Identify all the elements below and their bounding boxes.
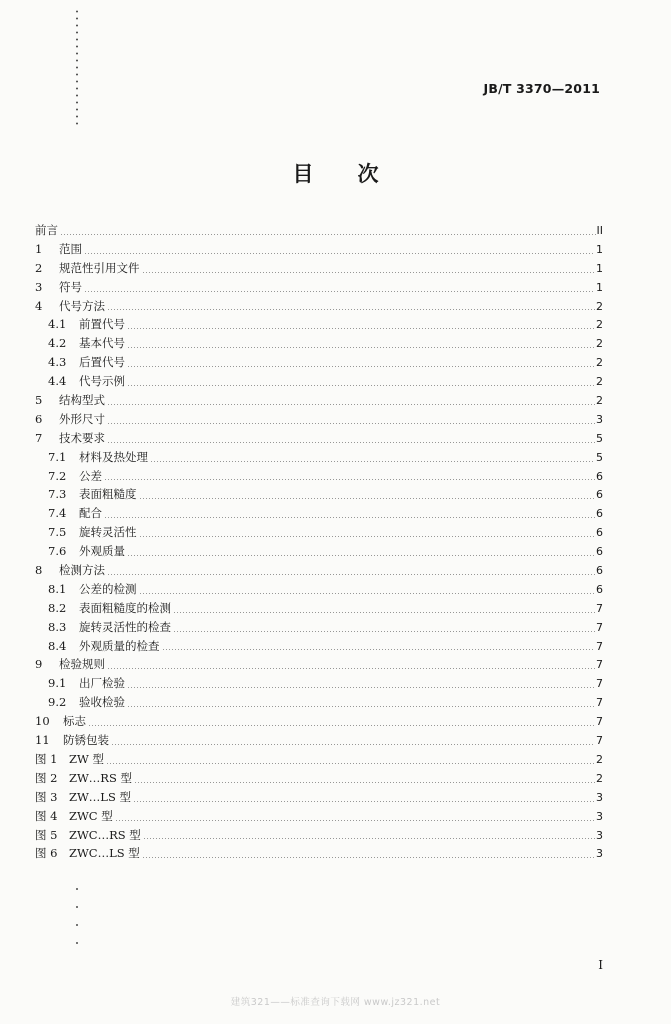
toc-entry-label: 代号方法 xyxy=(59,298,105,313)
toc-entry[interactable] xyxy=(35,504,603,523)
toc-entry-page: 6 xyxy=(596,507,603,521)
toc-dot-leader xyxy=(111,744,595,745)
toc-entry-label: 防锈包装 xyxy=(63,733,109,748)
toc-dot-leader xyxy=(115,820,595,821)
toc-entry-label: ZW…RS 型 xyxy=(69,770,133,785)
toc-dot-leader xyxy=(127,328,595,329)
toc-entry[interactable] xyxy=(35,240,603,259)
toc-entry-number: 图 4 xyxy=(35,808,58,823)
toc-entry[interactable] xyxy=(35,448,603,467)
toc-entry-label: 规范性引用文件 xyxy=(59,260,140,275)
toc-entry[interactable] xyxy=(35,315,603,334)
toc-entry-label: 表面粗糙度 xyxy=(79,487,137,502)
toc-entry-number: 10 xyxy=(35,714,50,729)
toc-entry-label: 后置代号 xyxy=(79,355,125,370)
toc-entry-number: 9 xyxy=(35,657,43,672)
toc-entry-label: 前置代号 xyxy=(79,317,125,332)
toc-entry-label: 检测方法 xyxy=(59,563,105,578)
toc-entry-number: 4 xyxy=(35,298,43,313)
toc-dot-leader xyxy=(84,253,595,254)
toc-entry[interactable] xyxy=(35,826,603,845)
toc-entry-label: ZWC 型 xyxy=(69,808,113,823)
toc-entry-label: 外形尺寸 xyxy=(59,411,105,426)
toc-dot-leader xyxy=(133,801,595,802)
toc-dot-leader xyxy=(139,593,596,594)
toc-dot-leader xyxy=(173,631,595,632)
toc-entry-number: 7.3 xyxy=(48,487,67,502)
toc-entry-label: ZW…LS 型 xyxy=(69,789,131,804)
toc-entry-number: 11 xyxy=(35,733,50,748)
toc-entry-label: 范围 xyxy=(59,241,82,256)
toc-entry-number: 6 xyxy=(35,411,43,426)
toc-entry-label: ZWC…RS 型 xyxy=(69,827,141,842)
toc-entry-number: 8.2 xyxy=(48,600,67,615)
toc-entry-page: 7 xyxy=(596,734,603,748)
toc-entry-number: 4.4 xyxy=(48,374,67,389)
toc-dot-leader xyxy=(60,234,596,235)
toc-entry-page: 7 xyxy=(596,620,603,634)
toc-entry[interactable] xyxy=(35,788,603,807)
toc-dot-leader xyxy=(127,706,595,707)
toc-entry[interactable] xyxy=(35,391,603,410)
binding-margin-dots-lower xyxy=(76,880,78,950)
page-number: I xyxy=(598,958,603,972)
toc-entry-page: 2 xyxy=(596,299,603,313)
toc-entry-page: 6 xyxy=(596,488,603,502)
toc-entry-number: 8.1 xyxy=(48,581,67,596)
toc-entry[interactable] xyxy=(35,467,603,486)
toc-dot-leader xyxy=(104,517,595,518)
toc-entry-page: 3 xyxy=(596,790,603,804)
page-title: 目次 xyxy=(292,162,423,186)
toc-dot-leader xyxy=(173,612,595,613)
toc-entry-page: 2 xyxy=(596,318,603,332)
toc-entry-page: 7 xyxy=(596,639,603,653)
toc-entry-number: 8.4 xyxy=(48,638,67,653)
toc-entry-label: 旋转灵活性 xyxy=(79,525,137,540)
toc-entry[interactable] xyxy=(35,844,603,863)
toc-entry-label: ZWC…LS 型 xyxy=(69,846,140,861)
toc-entry-number: 4.1 xyxy=(48,317,67,332)
toc-entry[interactable] xyxy=(35,731,603,750)
toc-entry-page: 2 xyxy=(596,356,603,370)
toc-entry-number: 7.4 xyxy=(48,506,67,521)
toc-entry-page: 1 xyxy=(596,261,603,275)
toc-entry-page: 6 xyxy=(596,469,603,483)
toc-dot-leader xyxy=(107,309,595,310)
toc-entry-number: 3 xyxy=(35,279,43,294)
toc-entry-number: 图 2 xyxy=(35,770,58,785)
toc-dot-leader xyxy=(142,857,595,858)
binding-margin-dots xyxy=(76,8,78,128)
toc-entry[interactable] xyxy=(35,278,603,297)
toc-dot-leader xyxy=(107,423,595,424)
toc-entry[interactable] xyxy=(35,372,603,391)
toc-entry[interactable] xyxy=(35,485,603,504)
toc-entry-number: 1 xyxy=(35,241,43,256)
toc-entry-page: 7 xyxy=(596,715,603,729)
toc-entry-label: 外观质量的检查 xyxy=(79,638,160,653)
watermark: 建筑321——标准查询下载网 www.jz321.net xyxy=(230,997,441,1008)
toc-entry[interactable] xyxy=(35,637,603,656)
toc-entry-number: 7.5 xyxy=(48,525,67,540)
toc-entry[interactable] xyxy=(35,542,603,561)
toc-entry[interactable] xyxy=(35,410,603,429)
toc-entry-number: 图 6 xyxy=(35,846,58,861)
toc-entry-number: 9.1 xyxy=(48,676,67,691)
toc-entry[interactable] xyxy=(35,561,603,580)
toc-entry-number: 9.2 xyxy=(48,695,67,710)
toc-entry-page: 7 xyxy=(596,677,603,691)
toc-entry-label: 前言 xyxy=(35,223,58,237)
toc-entry-number: 7.1 xyxy=(48,449,67,464)
toc-dot-leader xyxy=(127,687,595,688)
toc-entry[interactable] xyxy=(35,618,603,637)
toc-entry-label: 材料及热处理 xyxy=(79,449,148,464)
toc-entry-page: 3 xyxy=(596,847,603,861)
toc-dot-leader xyxy=(84,291,595,292)
toc-entry-label: 检验规则 xyxy=(59,657,105,672)
toc-entry[interactable] xyxy=(35,580,603,599)
toc-entry-label: ZW 型 xyxy=(69,751,104,766)
toc-entry-number: 4.2 xyxy=(48,336,67,351)
toc-dot-leader xyxy=(107,404,595,405)
toc-entry-page: 6 xyxy=(596,545,603,559)
toc-entry-page: 7 xyxy=(596,696,603,710)
toc-entry-label: 基本代号 xyxy=(79,336,125,351)
toc-dot-leader xyxy=(150,461,595,462)
toc-entry[interactable] xyxy=(35,429,603,448)
toc-entry-page: 6 xyxy=(596,564,603,578)
toc-entry-label: 验收检验 xyxy=(79,695,125,710)
toc-entry[interactable] xyxy=(35,297,603,316)
toc-entry-label: 结构型式 xyxy=(59,393,105,408)
toc-entry-page: 2 xyxy=(596,375,603,389)
toc-entry-label: 代号示例 xyxy=(79,374,125,389)
toc-dot-leader xyxy=(127,366,595,367)
toc-dot-leader xyxy=(88,725,595,726)
toc-entry-number: 图 3 xyxy=(35,789,58,804)
toc-dot-leader xyxy=(139,536,596,537)
toc-entry-label: 标志 xyxy=(63,714,86,729)
toc-entry-label: 公差 xyxy=(79,468,102,483)
toc-entry-label: 配合 xyxy=(79,506,102,521)
toc-entry[interactable] xyxy=(35,523,603,542)
toc-dot-leader xyxy=(106,763,595,764)
toc-entry-label: 旋转灵活性的检查 xyxy=(79,619,171,634)
toc-dot-leader xyxy=(134,782,595,783)
toc-dot-leader xyxy=(104,479,595,480)
toc-entry-page: 7 xyxy=(596,601,603,615)
toc-dot-leader xyxy=(127,347,595,348)
toc-dot-leader xyxy=(107,574,595,575)
toc-entry[interactable] xyxy=(35,769,603,788)
toc-entry-page: II xyxy=(596,224,603,237)
toc-entry-page: 1 xyxy=(596,280,603,294)
toc-dot-leader xyxy=(107,668,595,669)
toc-dot-leader xyxy=(127,555,595,556)
toc-entry-number: 7.2 xyxy=(48,468,67,483)
toc-entry-page: 6 xyxy=(596,582,603,596)
toc-entry[interactable] xyxy=(35,674,603,693)
toc-entry-page: 2 xyxy=(596,337,603,351)
toc-entry-page: 7 xyxy=(596,658,603,672)
toc-entry-number: 7 xyxy=(35,430,43,445)
toc-entry[interactable] xyxy=(35,599,603,618)
toc-entry-page: 5 xyxy=(596,450,603,464)
toc-entry-number: 图 5 xyxy=(35,827,58,842)
toc-entry-label: 符号 xyxy=(59,279,82,294)
toc-entry-number: 8 xyxy=(35,563,43,578)
toc-entry-page: 3 xyxy=(596,809,603,823)
toc-entry-page: 1 xyxy=(596,242,603,256)
toc-entry-number: 8.3 xyxy=(48,619,67,634)
toc-entry-page: 2 xyxy=(596,394,603,408)
toc-entry[interactable] xyxy=(35,807,603,826)
toc-entry-page: 6 xyxy=(596,526,603,540)
toc-entry-number: 5 xyxy=(35,393,43,408)
toc-entry-page: 5 xyxy=(596,431,603,445)
toc-entry[interactable] xyxy=(35,750,603,769)
document-number: JB/T 3370—2011 xyxy=(483,81,600,96)
table-of-contents xyxy=(35,221,603,863)
toc-entry[interactable] xyxy=(35,221,603,240)
toc-entry[interactable] xyxy=(35,712,603,731)
toc-entry[interactable] xyxy=(35,259,603,278)
toc-entry-label: 出厂检验 xyxy=(79,676,125,691)
toc-entry[interactable] xyxy=(35,334,603,353)
toc-dot-leader xyxy=(107,442,595,443)
toc-entry[interactable] xyxy=(35,693,603,712)
toc-entry-page: 3 xyxy=(596,412,603,426)
toc-dot-leader xyxy=(127,385,595,386)
toc-entry-page: 3 xyxy=(596,828,603,842)
toc-dot-leader xyxy=(162,649,596,650)
toc-dot-leader xyxy=(142,272,596,273)
toc-dot-leader xyxy=(143,838,595,839)
toc-entry[interactable] xyxy=(35,353,603,372)
toc-dot-leader xyxy=(139,498,596,499)
toc-entry-page: 2 xyxy=(596,771,603,785)
toc-entry[interactable] xyxy=(35,655,603,674)
toc-entry-number: 2 xyxy=(35,260,43,275)
toc-entry-number: 7.6 xyxy=(48,544,67,559)
toc-entry-number: 图 1 xyxy=(35,751,58,766)
toc-entry-label: 表面粗糙度的检测 xyxy=(79,600,171,615)
toc-entry-label: 公差的检测 xyxy=(79,581,137,596)
toc-entry-number: 4.3 xyxy=(48,355,67,370)
toc-entry-label: 外观质量 xyxy=(79,544,125,559)
toc-entry-page: 2 xyxy=(596,752,603,766)
toc-entry-label: 技术要求 xyxy=(59,430,105,445)
